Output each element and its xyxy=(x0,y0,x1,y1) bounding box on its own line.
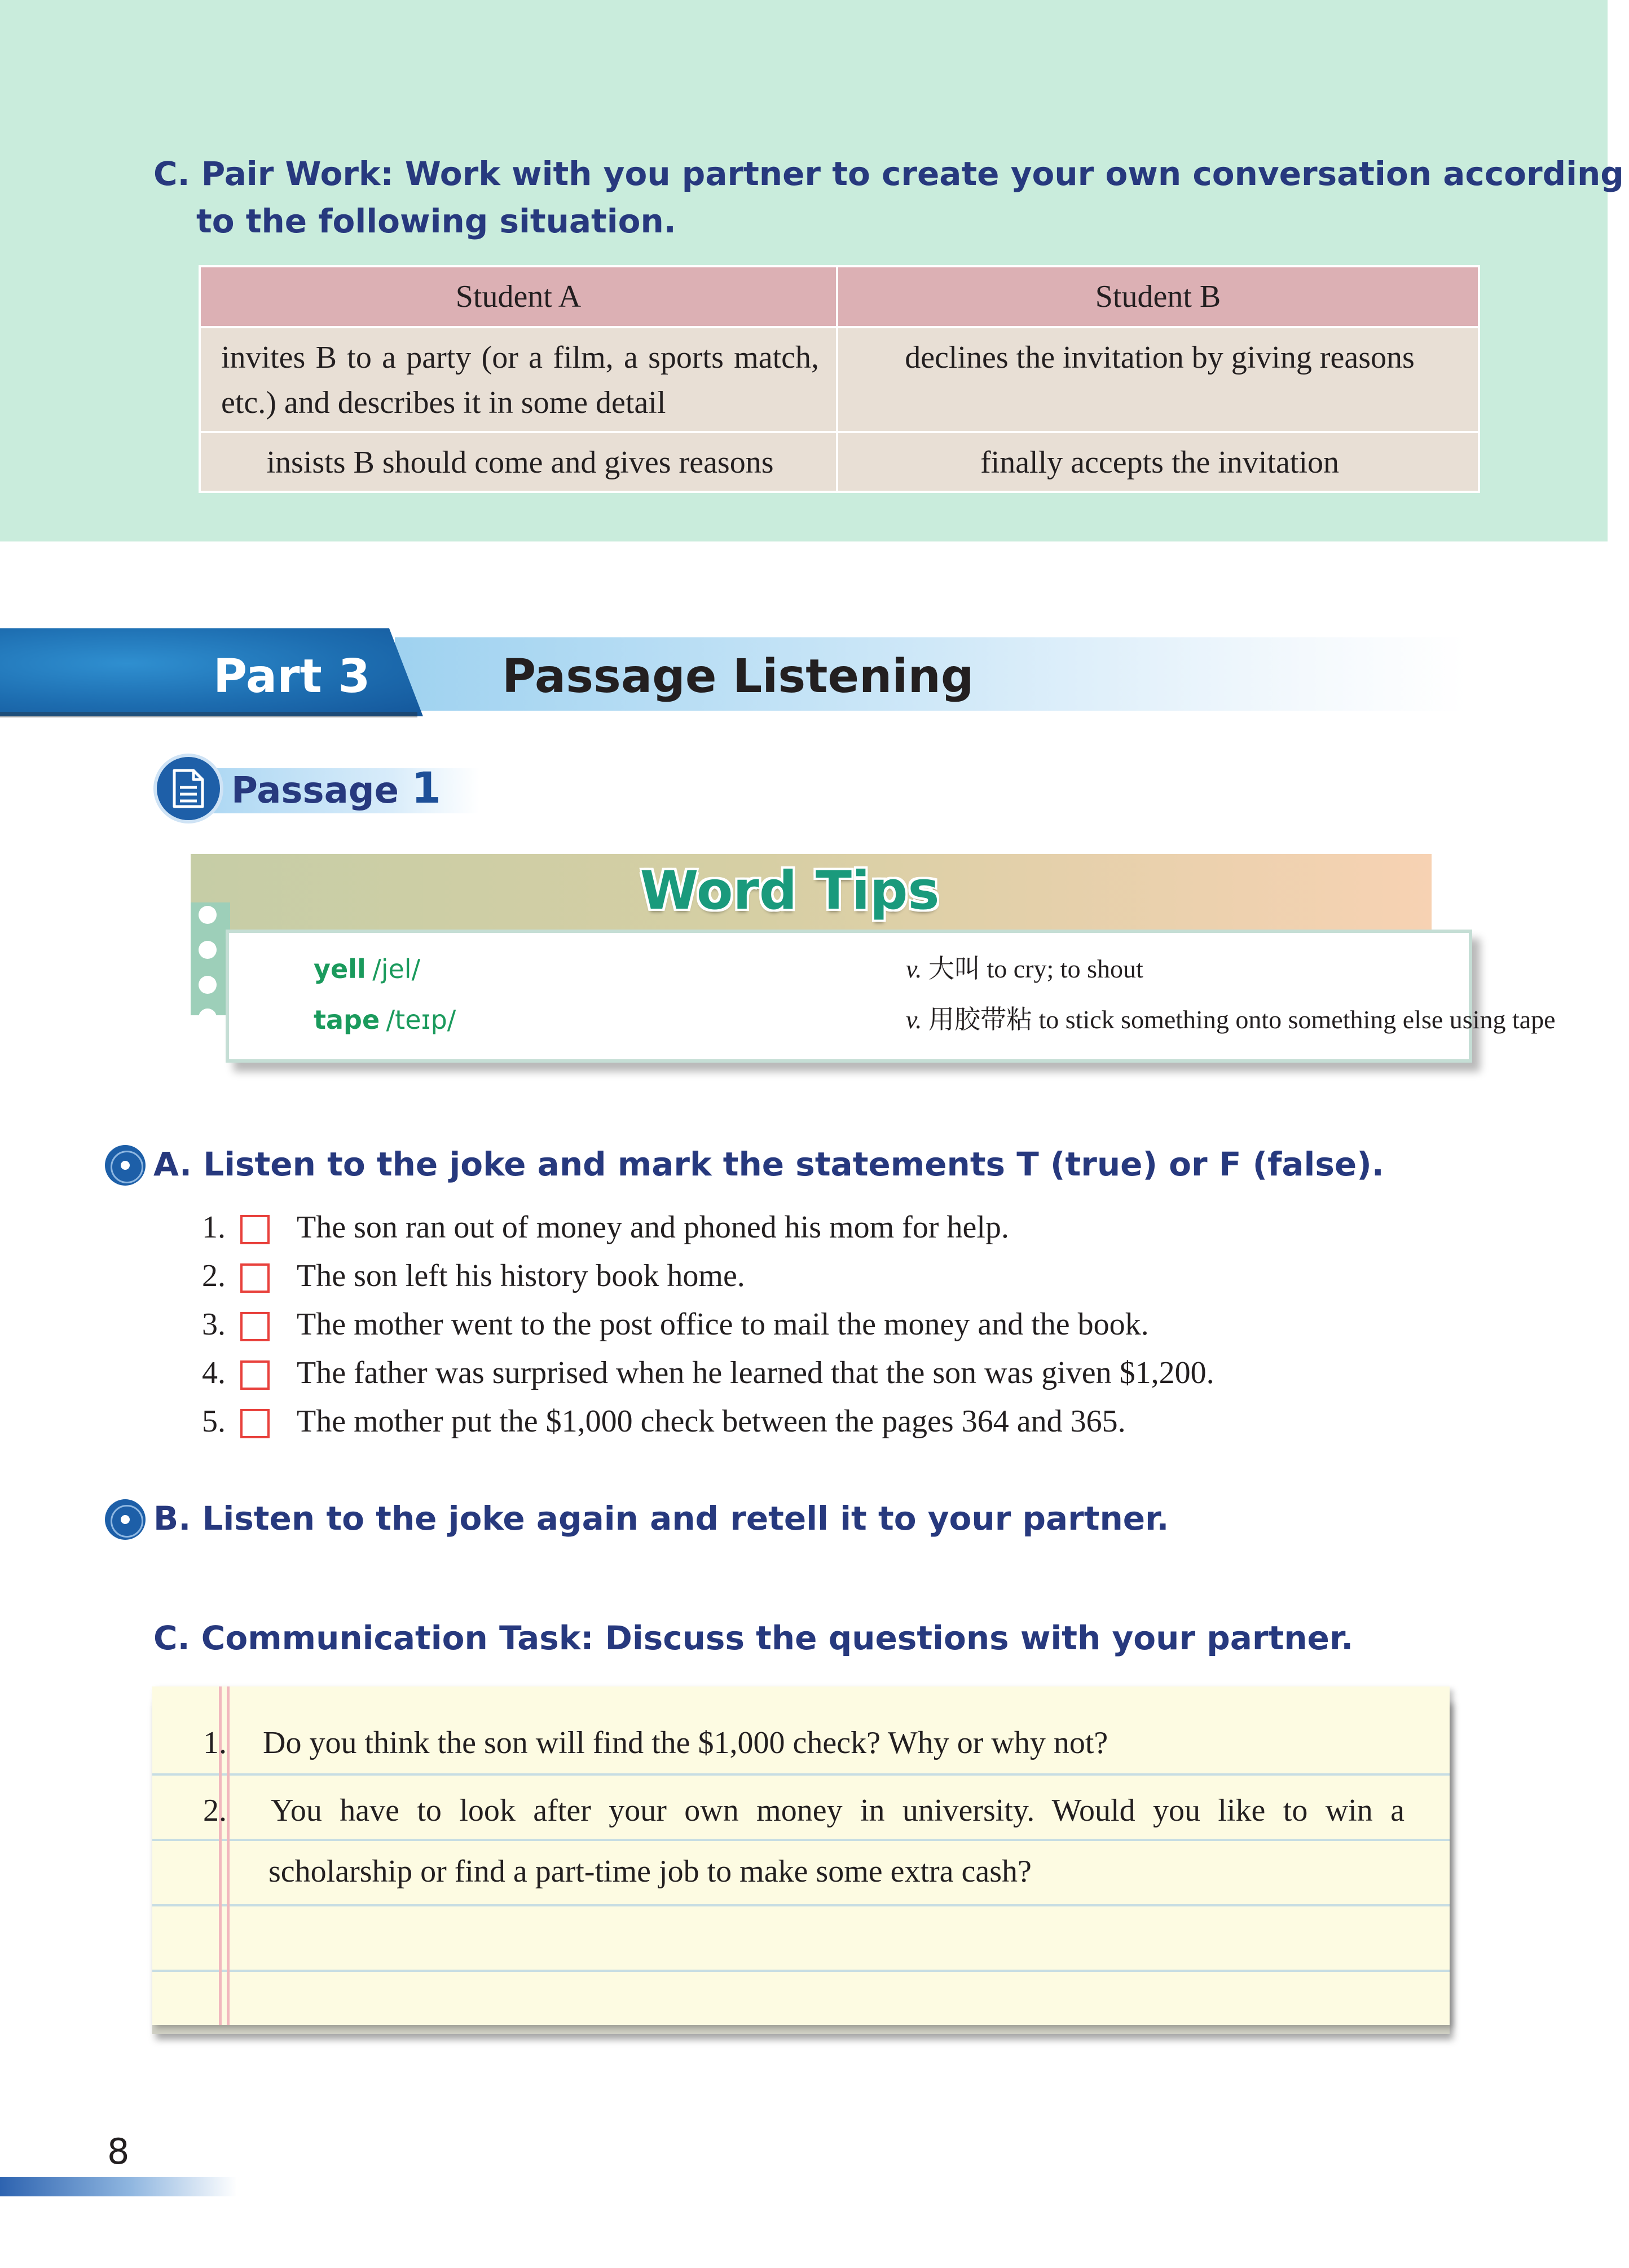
ruled-line xyxy=(152,1970,1450,1972)
item-text: The son ran out of money and phoned his mom for help. xyxy=(297,1210,1009,1245)
answer-checkbox[interactable] xyxy=(240,1312,270,1341)
answer-checkbox[interactable] xyxy=(240,1215,270,1244)
word-entry xyxy=(314,946,1143,992)
word-tips-title: Word Tips xyxy=(640,860,940,922)
binder-hole xyxy=(199,1009,217,1027)
word-meaning: 大叫 to cry; to shout xyxy=(928,954,1143,983)
answer-checkbox[interactable] xyxy=(240,1409,270,1438)
table-header-student-b: Student B xyxy=(837,266,1479,327)
pair-work-heading: C. Pair Work: Work with you partner to create your own conversation according xyxy=(153,155,1624,193)
part-title: Passage Listening xyxy=(502,650,974,703)
table-cell: finally accepts the invitation xyxy=(837,432,1479,492)
question-number: 2. xyxy=(203,1793,227,1828)
exercise-b-heading: B. Listen to the joke again and retell it to your partner. xyxy=(153,1499,1169,1538)
exercise-c-heading: C. Communication Task: Discuss the questions with your partner. xyxy=(153,1619,1354,1657)
word-headword: yell xyxy=(314,954,366,984)
passage-word: Passage xyxy=(231,770,399,812)
word-entry xyxy=(314,997,1556,1042)
word-phonetic: /jel/ xyxy=(372,954,421,984)
word-definition xyxy=(906,997,1556,1042)
item-number: 1. xyxy=(202,1210,226,1245)
question-number: 1. xyxy=(203,1725,227,1760)
binder-hole xyxy=(199,976,217,994)
situation-table xyxy=(199,265,1480,493)
question-text: You have to look after your own money in university. Would you like to win a xyxy=(271,1793,1405,1828)
item-text: The father was surprised when he learned that the son was given $1,200. xyxy=(297,1355,1214,1390)
cd-audio-icon[interactable] xyxy=(105,1145,146,1186)
item-number: 4. xyxy=(202,1355,226,1390)
table-cell: declines the invitation by giving reasons xyxy=(837,327,1479,432)
pair-work-heading-continued: to the following situation. xyxy=(196,202,676,240)
table-header-row xyxy=(200,266,1479,327)
answer-checkbox[interactable] xyxy=(240,1360,270,1390)
table-cell: invites B to a party (or a film, a sports match, etc.) and describes it in some detail xyxy=(200,327,837,432)
exercise-a-heading: A. Listen to the joke and mark the statements T (true) or F (false). xyxy=(153,1145,1384,1183)
word-meaning: 用胶带粘 to stick something onto something else using tape xyxy=(928,1005,1556,1034)
answer-checkbox[interactable] xyxy=(240,1263,270,1293)
word-definition xyxy=(906,946,1143,992)
table-header-student-a: Student A xyxy=(200,266,837,327)
word-tips-card xyxy=(226,930,1556,1063)
margin-line xyxy=(227,1686,230,2025)
item-text: The son left his history book home. xyxy=(297,1258,745,1293)
binder-hole xyxy=(199,941,217,959)
table-row xyxy=(200,432,1479,492)
item-text: The mother went to the post office to mail the money and the book. xyxy=(297,1307,1149,1342)
question-text: Do you think the son will find the $1,000 check? Why or why not? xyxy=(263,1725,1108,1760)
ruled-line xyxy=(152,1773,1450,1776)
word-pos: v. xyxy=(906,954,922,983)
notebook-paper xyxy=(152,1686,1450,2025)
cd-audio-icon[interactable] xyxy=(105,1499,146,1540)
word-headword: tape xyxy=(314,1005,380,1035)
page-number: 8 xyxy=(107,2131,130,2172)
passage-label xyxy=(231,763,441,816)
table-cell: insists B should come and gives reasons xyxy=(200,432,837,492)
ruled-line xyxy=(152,1839,1450,1841)
item-number: 5. xyxy=(202,1404,226,1439)
table-row xyxy=(200,327,1479,432)
item-number: 2. xyxy=(202,1258,226,1293)
word-phonetic: /teɪp/ xyxy=(386,1005,456,1035)
word-pos: v. xyxy=(906,1005,922,1034)
part-tab-shadow xyxy=(0,712,417,717)
footer-bar xyxy=(0,2177,237,2196)
part-label: Part 3 xyxy=(213,650,371,703)
document-icon xyxy=(153,754,223,823)
passage-number: 1 xyxy=(411,763,442,813)
item-number: 3. xyxy=(202,1307,226,1342)
item-text: The mother put the $1,000 check between the pages 364 and 365. xyxy=(297,1404,1126,1439)
question-text-continued: scholarship or find a part-time job to make some extra cash? xyxy=(268,1854,1032,1889)
ruled-line xyxy=(152,1904,1450,1906)
binder-hole xyxy=(199,906,217,924)
